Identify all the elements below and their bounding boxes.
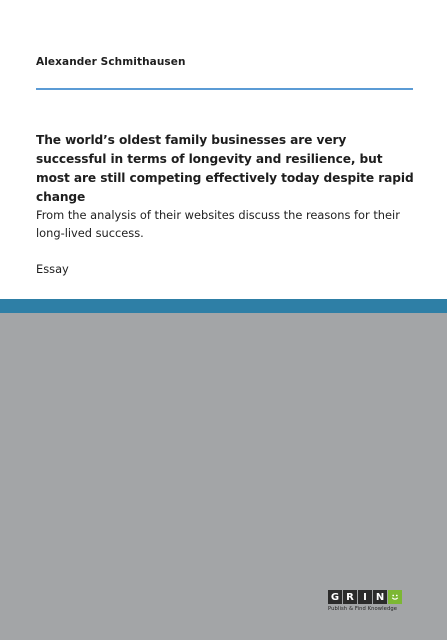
- book-subtitle: From the analysis of their websites discuss the reasons for their long-lived success.: [36, 208, 400, 240]
- document-type: Essay: [36, 262, 69, 276]
- cover-top-panel: [0, 0, 447, 299]
- logo-tagline: Publish & Find Knowledge: [328, 606, 398, 612]
- color-band: [0, 299, 447, 313]
- logo-letter: R: [343, 590, 357, 604]
- divider-rule: [36, 88, 413, 90]
- logo-letter: I: [358, 590, 372, 604]
- book-title: The world’s oldest family businesses are very successful in terms of longevity and resilience, but most are still competing effectively today despite rapid change: [36, 133, 414, 204]
- logo-letter: G: [328, 590, 342, 604]
- publisher-logo: [328, 590, 420, 620]
- author-name: Alexander Schmithausen: [36, 56, 186, 68]
- smile-icon: [388, 590, 402, 604]
- logo-letter-boxes: [328, 590, 420, 604]
- logo-letter: N: [373, 590, 387, 604]
